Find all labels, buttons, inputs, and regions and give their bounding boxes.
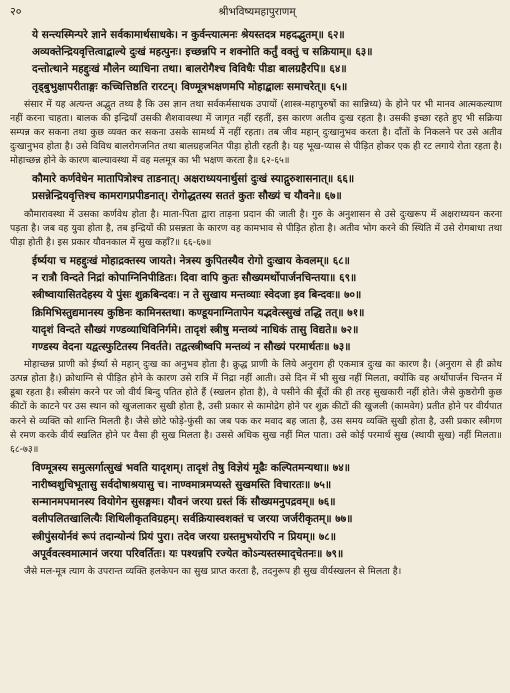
commentary-74-79 xyxy=(10,565,504,579)
verse-line: क्रिमिभिस्तुद्यमानस्य कुष्ठिनः कामिनस्तथा। कण्डूयनाग्नितापेन यद्भवेत्स्सुखं तद्धि तत्॥ ७१॥ xyxy=(32,306,365,319)
commentary-text: संसार में यह अत्यन्त अद्भुत तथ्य है कि उस ज्ञान तथा सर्वकर्मसाधक उपायों (शास्त्र-महापुरुषों का सान्निध्य) के होने पर भी मानव आत्मकल्याण नहीं करना चाहता। बालक की इन्द्रियाँ उसकी शैशवावस्था में जागृत नहीं रहतीं, इस कारण अतीव दुःख रहता है। उसकी इच्छा रहते हुए भी सक्रिया सम्पन्न कर सकना तथा कुछ व्यक्त कर सकना उसके सामर्थ्य में नहीं रहता। तब जीव महान् दुःखानुभव करता है। दाँतों के निकलने पर उसे अतीव दुःखानुभव होता है। उसे विविध बालरोगजनित तथा बालग्रहजनित पीड़ा होती रहती है। यह भूख-प्यास से पीड़ित होकर एक ही रट लगाये रोता रहता है। मोहाच्छन्न होने के कारण बाल्यावस्था में वह मलमूत्र का भी भक्षण करता है॥ ६२-६५॥ xyxy=(10,98,502,167)
commentary-66-67 xyxy=(10,208,504,250)
commentary-text: मोहाच्छन्न प्राणी को ईर्ष्या से महान् दुःख का अनुभव होता है। क्रुद्ध प्राणी के लिये अनुराग ही एकमात्र दुःख का कारण है। (अनुराग से ही क्रोध उत्पन्न होता है।) क्रोधाग्नि से पीड़ित होने के कारण उसे रात्रि में निद्रा नहीं आती। उसे दिन में भी सुख नहीं मिलता, क्योंकि वह अर्थोपार्जन चिन्तन में डूबा रहता है। स्त्रीसंग करने पर जो वीर्य बिन्दु पतित होते हैं (स्खलन होता है), वे पसीने की बूँदों की ही तरह सुखकारी नहीं होते। जैसे कुष्ठरोगी कुछ कीटों के काटने पर उस स्थान को खुजलाकर सुखी होता है, उसी प्रकार से कामोद्रेग होने पर शुक्र कीटों की खुजली (कामवेग) प्रतीत होने पर वीर्यपात करने से व्यक्ति को शान्ति मिलती है। जैसे छोटे फोड़े-फुंसी का जब पक कर मवाद बह जाता है, उस समय व्यक्ति सुखी होता है, उसी प्रकार स्त्रीगण से रमण करके वीर्य स्खलित होने पर वैसा ही सुख मिलता है। उससे अधिक सुख नहीं मिल पाता। उसे कोई परमार्थ सुख (स्थायी सुख) नहीं मिलता॥ ६८-७३॥ xyxy=(10,359,502,455)
verse-line: स्त्रीष्वायासितदेहस्य ये पुंसः शुक्रबिन्दवः। न ते सुखाय मन्तव्याः स्वेदजा इव बिन्दवः॥ ७०॥ xyxy=(32,289,362,302)
verse-line: कौमारे कर्णवेधेन मातापित्रोश्च ताडनात्। अक्षराध्ययनार्थुसां दुःखं स्याद्गुरुशासनात्॥ ६६॥ xyxy=(32,173,355,186)
verse-line: वलीपलितखालित्यैः शिथिलीकृतविग्रहम्। सर्वक्रियास्वशक्तं च जरया जर्जरीकृतम्॥ ७७॥ xyxy=(32,513,353,526)
verse-line: दन्तोत्थाने महद्दुःखं मौलेन व्याधिना तथा। बालरोगैश्च विविधैः पीडा बालग्रहैरपि॥ ६४॥ xyxy=(32,63,347,76)
commentary-62-65 xyxy=(10,98,504,168)
page-number: २० xyxy=(10,5,22,18)
commentary-text: कौमारावस्था में उसका कर्णवेध होता है। माता-पिता द्वारा ताड़ना प्रदान की जाती है। गुरु के अनुशासन से उसे दुःखरूप में अक्षराध्ययन करना पड़ता है। जब वह युवा होता है, तब इन्द्रियों की प्रसन्नता के कारण वह कामभाव से पीड़ित होता है। अतीव भोग करने की स्थिति में उसे रोगबाधा तथा पीड़ा होती है। इस प्रकार यौवनकाल में सुख कहाँ?॥ ६६-६७॥ xyxy=(10,208,502,248)
verse-block-62-65 xyxy=(10,27,504,96)
page-header xyxy=(10,4,504,22)
verse-line: नारीष्वशुचिभूतासु सर्वदोषाश्रयासु च। नाण्वमात्रमप्यस्ते सुखमस्ति विचारतः॥ ७५॥ xyxy=(32,479,332,492)
verse-line: अव्यक्तेन्द्रियवृत्तित्वाद्बाल्ये दुःखं महत्पुनः। इच्छन्नपि न शक्नोति कर्तुं वक्तुं च सक्रियाम्॥ ६३॥ xyxy=(32,46,373,59)
verse-line: न रात्रौ विन्दते निद्रां कोपाग्निनिपीडितः। दिवा वापि कुतः सौख्यमर्थोपार्जनचिन्तया॥ ६९॥ xyxy=(32,272,357,285)
verse-line: ये सन्त्यस्मिन्परे ज्ञाने सर्वकामार्थसाधके। न कुर्वन्त्यात्मनः श्रेयस्तदत्र महदद्भुतम्॥ ६२॥ xyxy=(32,29,345,41)
verse-line: यादृशं विन्दते सौख्यं गण्डव्याधिविनिर्गमे। तादृशं स्त्रीषु मन्तव्यं नाधिकं तासु विद्यते॥ ७२॥ xyxy=(32,323,359,336)
verse-block-68-73 xyxy=(10,253,504,356)
verse-line: अपूर्ववत्स्वमात्मानं जरया परिवर्तितः। यः पश्यन्नपि रज्येत कोऽन्यस्तस्माद्चेतनः॥ ७९॥ xyxy=(32,547,344,560)
verse-line: ईर्ष्यया च महद्दुःखं मोहाद्रक्तस्य जायते। नेत्रस्य कुपितस्यैव रोगो दुःखाय केवलम्॥ ६८॥ xyxy=(32,254,350,267)
commentary-text: जैसे मल-मूत्र त्याग के उपरान्त व्यक्ति हलकेपन का सुख प्राप्त करता है, तदनुरूप ही सुख वीर्यस्खलन से मिलता है। xyxy=(24,566,402,578)
verse-line: गण्डस्य वेदना यद्वत्स्फुटितस्य निवर्तते। तद्वत्स्त्रीष्वपि मन्तव्यं न सौख्यं परमार्थतः॥ ७३॥ xyxy=(32,340,351,353)
verse-line: स्त्रीपुंसयोर्नवं रूपं तदान्योन्यं प्रियं पुरा। तदेव जरया ग्रस्तमुभयोरपि न प्रियम्॥ ७८॥ xyxy=(32,530,337,543)
verse-line: प्रसन्नेन्द्रियवृत्तिश्च कामरागप्रपीडनात्। रोगोद्धतस्य सततं कुतः सौख्यं च यौवने॥ ६७॥ xyxy=(32,190,342,203)
commentary-68-73 xyxy=(10,358,504,457)
verse-block-66-67 xyxy=(10,171,504,205)
verse-line: विण्मूत्रस्य समुत्सर्गात्सुखं भवति यादृशम्। तादृशं तेषु विज्ञेयं मूढैः कल्पितमन्यथा॥ ७४॥ xyxy=(32,461,350,474)
verse-line: सन्मानमपमानस्य वियोगेन सुसङ्गमः। यौवनं जरया ग्रस्तं किं सौख्यमनुपद्रवम्॥ ७६॥ xyxy=(32,496,336,509)
verse-line: तृड्बुभुक्षापरीताङ्गः कच्चित्तिष्ठति रारटन्। विण्मूत्रभक्षणमपि मोहाद्बालः समाचरेत्॥ ६५॥ xyxy=(32,80,348,93)
running-title: श्रीभविष्यमहापुराणम् xyxy=(218,6,296,18)
verse-block-74-79 xyxy=(10,460,504,563)
